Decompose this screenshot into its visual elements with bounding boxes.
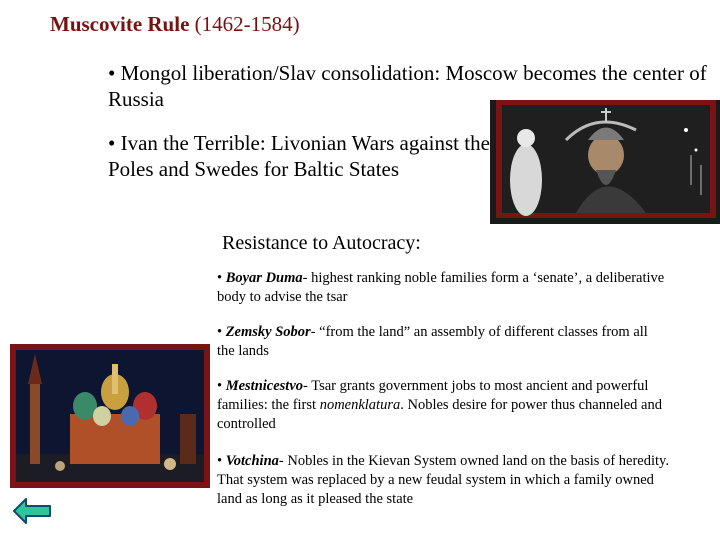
list-item-votchina — [217, 452, 669, 509]
definition: - highest ranking noble families form a ‘senate’, a deliberative body to advise the tsar — [217, 270, 665, 305]
term: Boyar Duma — [225, 270, 303, 286]
term: Zemsky Sobor — [225, 324, 311, 340]
bullet-ivan: • Ivan the Terrible: Livonian Wars against the Poles and Swedes for Baltic States — [108, 131, 490, 181]
definition-part-1: - Tsar grants government jobs to most ancient and powerful families: the first — [217, 378, 649, 413]
list-item-boyar-duma — [217, 269, 669, 307]
definition: - Nobles in the Kievan System owned land on the basis of heredity. That system was replaced by a new feudal system in which a family owned land as long as it pleased the state — [217, 453, 669, 507]
slide-title — [50, 12, 300, 37]
ivan-film-still-photo — [490, 100, 720, 224]
bullet-char: • — [217, 378, 223, 394]
cathedral-night-illustration — [10, 344, 210, 488]
list-item-zemsky-sobor — [217, 323, 669, 361]
left-arrow-icon — [12, 497, 52, 525]
title-bold: Muscovite Rule — [50, 12, 190, 36]
definition-part-2: . Nobles desire for power thus channeled and controlled — [217, 397, 662, 432]
photo-frame — [496, 100, 716, 218]
back-button[interactable] — [12, 497, 52, 525]
bullet-char: • — [217, 453, 223, 469]
definition-italic: nomenklatura — [319, 397, 401, 413]
bullet-char: • — [217, 270, 223, 286]
list-item-mestnicestvo — [217, 377, 669, 434]
bullet-char: • — [217, 324, 223, 340]
title-years: (1462-1584) — [194, 12, 300, 36]
term: Votchina — [225, 453, 279, 469]
term: Mestnicestvo — [225, 378, 304, 394]
bullet-moscow: • Mongol liberation/Slav consolidation: Moscow becomes the center of Russia — [108, 61, 707, 111]
st-basils-cathedral-photo — [10, 344, 210, 488]
subheading: Resistance to Autocracy: — [222, 232, 421, 254]
ivan-scene-illustration — [496, 100, 716, 218]
definition: - “from the land” an assembly of different classes from all the lands — [217, 324, 648, 359]
